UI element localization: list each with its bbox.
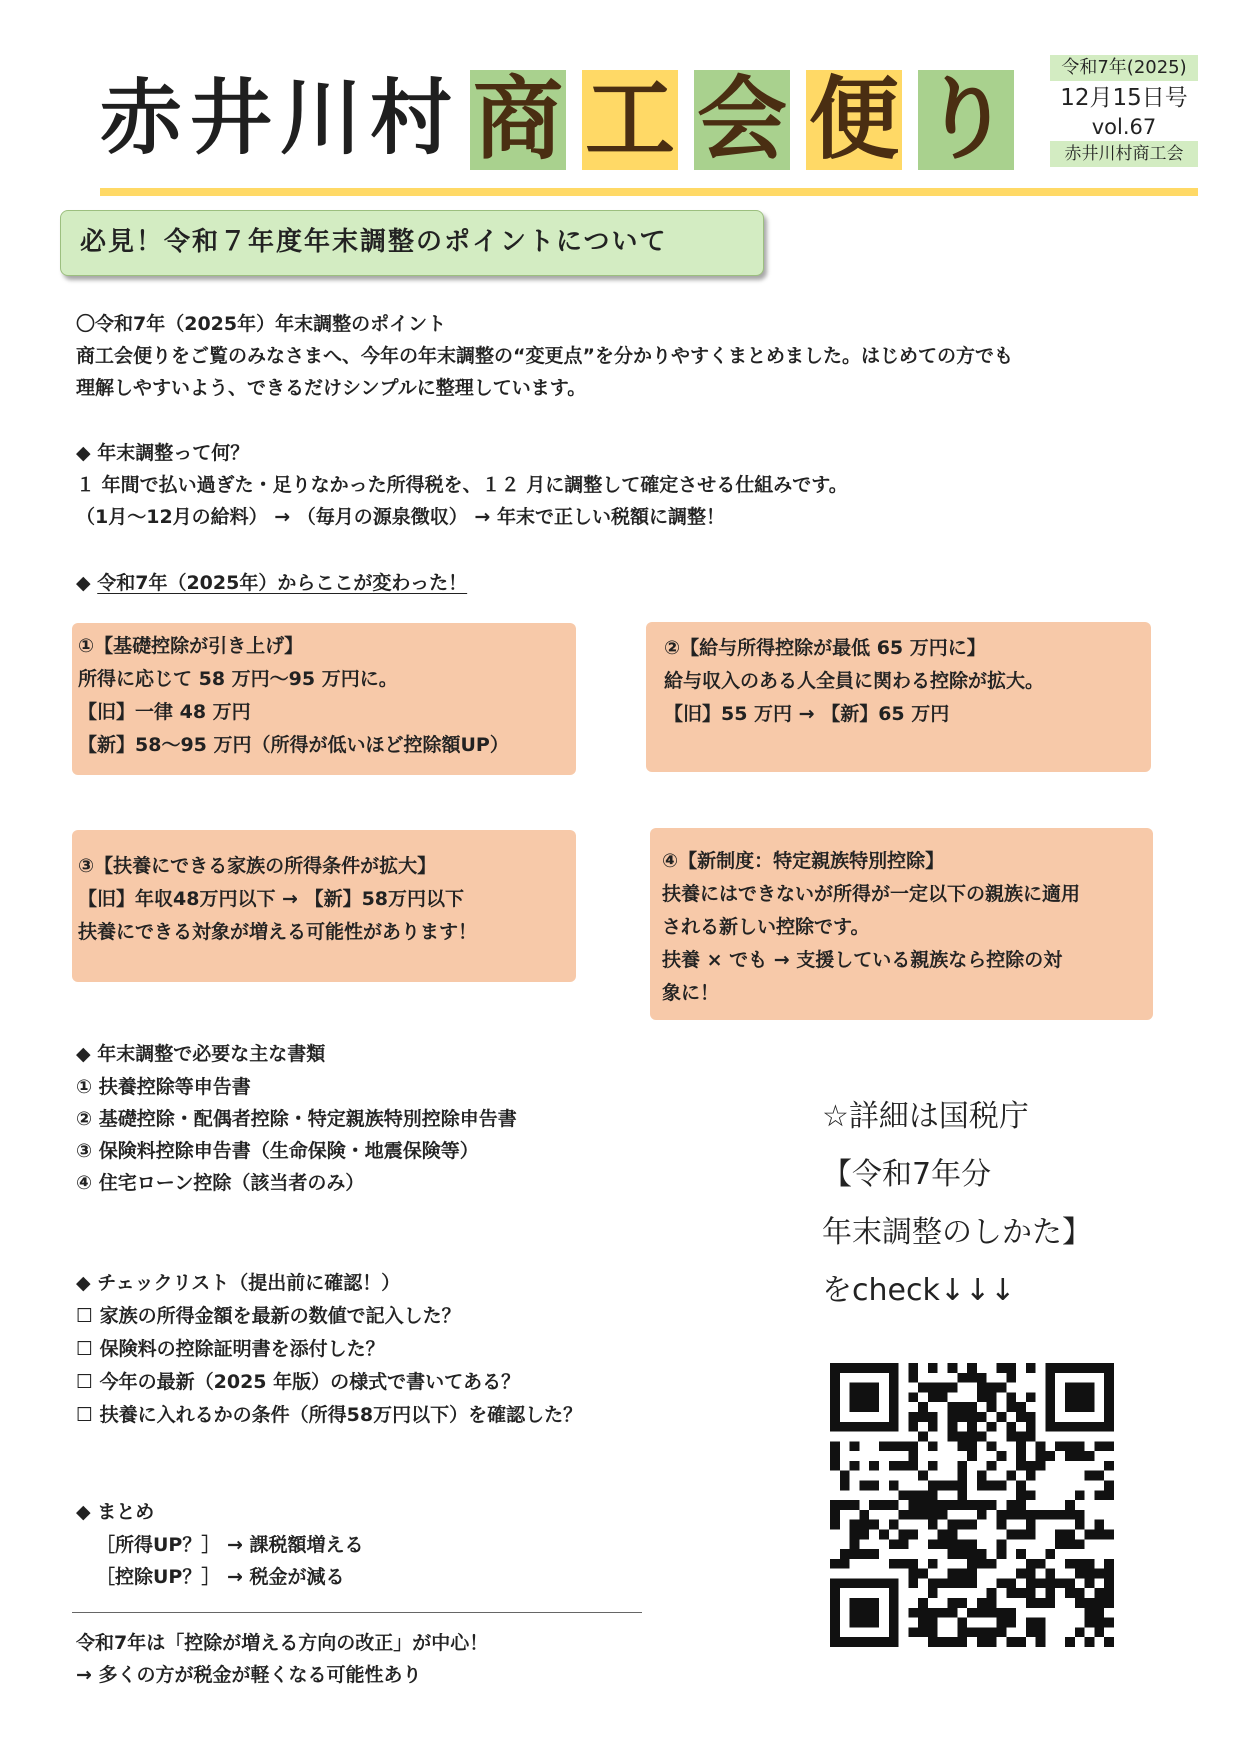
title-char-1: 商	[470, 70, 566, 170]
card-2-line: 【旧】55 万円 → 【新】65 万円	[664, 703, 950, 725]
card-3-line: 扶養にできる対象が増える可能性があります！	[78, 921, 478, 943]
card-1-line: 【新】58～95 万円（所得が低いほど控除額UP）	[78, 734, 509, 756]
summary-line: ［所得UP？］ → 課税額増える	[96, 1534, 364, 1556]
issue-date: 12月15日号	[1060, 85, 1188, 111]
summary-line: ［控除UP？］ → 税金が減る	[96, 1566, 345, 1588]
diamond-bullet: ◆	[76, 572, 98, 594]
side-note-line: をcheck↓↓↓	[822, 1273, 1016, 1308]
side-note-line: 年末調整のしかた】	[822, 1215, 1092, 1250]
issue-volume: vol.67	[1091, 115, 1157, 139]
title-char-4: 便	[806, 70, 902, 170]
card-4-line: 象に！	[662, 982, 720, 1004]
summary-divider	[72, 1612, 642, 1613]
card-1-line: 所得に応じて 58 万円～95 万円に。	[78, 668, 398, 690]
village-name: 赤井川村	[100, 71, 461, 166]
intro-line: 理解しやすいよう、できるだけシンプルに整理しています。	[76, 377, 587, 399]
publisher: 赤井川村商工会	[1050, 141, 1198, 167]
summary-heading: ◆ まとめ	[76, 1501, 155, 1523]
card-4-line: 扶養 × でも → 支援している親族なら控除の対	[662, 949, 1063, 971]
qr-code-icon[interactable]	[830, 1363, 1114, 1647]
checklist-heading: ◆ チェックリスト（提出前に確認！）	[76, 1272, 401, 1294]
title-char-3: 会	[694, 70, 790, 170]
changes-heading-text: 令和7年（2025年）からここが変わった！	[97, 572, 468, 594]
card-4-title: ④【新制度：特定親族特別控除】	[662, 850, 945, 872]
title-char-5: り	[918, 70, 1014, 170]
what-line: （1月～12月の給料） → （毎月の源泉徴収） → 年末で正しい税額に調整！	[76, 506, 725, 528]
header-rule	[100, 188, 1198, 196]
checklist-item: ☐ 今年の最新（2025 年版）の様式で書いてある？	[76, 1371, 521, 1393]
title-char-2: 工	[582, 70, 678, 170]
issue-era: 令和7年(2025)	[1050, 55, 1198, 81]
section-title: 必見！令和７年度年末調整のポイントについて	[80, 227, 668, 257]
card-4-line: される新しい控除です。	[662, 916, 870, 938]
card-2-title: ②【給与所得控除が最低 65 万円に】	[664, 637, 986, 659]
card-4-line: 扶養にはできないが所得が一定以下の親族に適用	[662, 883, 1081, 905]
card-1-line: 【旧】一律 48 万円	[78, 701, 251, 723]
conclusion-line: 令和7年は「控除が増える方向の改正」が中心！	[76, 1632, 489, 1654]
checklist-item: ☐ 扶養に入れるかの条件（所得58万円以下）を確認した？	[76, 1404, 583, 1426]
document-item: ② 基礎控除・配偶者控除・特定親族特別控除申告書	[76, 1108, 517, 1130]
what-line: １ 年間で払い過ぎた・足りなかった所得税を、１２ 月に調整して確定させる仕組みです。	[76, 474, 848, 496]
changes-heading	[76, 568, 467, 598]
document-item: ④ 住宅ローン控除（該当者のみ）	[76, 1172, 365, 1194]
documents-heading: ◆ 年末調整で必要な主な書類	[76, 1043, 326, 1065]
what-heading: ◆ 年末調整って何？	[76, 442, 250, 464]
checklist-item: ☐ 家族の所得金額を最新の数値で記入した？	[76, 1305, 461, 1327]
card-3-title: ③【扶養にできる家族の所得条件が拡大】	[78, 855, 437, 877]
checklist-item: ☐ 保険料の控除証明書を添付した？	[76, 1338, 385, 1360]
conclusion-line: → 多くの方が税金が軽くなる可能性あり	[76, 1664, 422, 1686]
side-note-line: ☆詳細は国税庁	[822, 1099, 1029, 1134]
card-2-line: 給与収入のある人全員に関わる控除が拡大。	[664, 670, 1045, 692]
document-item: ① 扶養控除等申告書	[76, 1076, 251, 1098]
card-3-line: 【旧】年収48万円以下 → 【新】58万円以下	[78, 888, 465, 910]
side-note-line: 【令和7年分	[822, 1157, 992, 1192]
intro-line: 商工会便りをご覧のみなさまへ、今年の年末調整の“変更点”を分かりやすくまとめました。はじめての方でも	[76, 345, 1013, 367]
card-1-title: ①【基礎控除が引き上げ】	[78, 635, 304, 657]
intro-heading: 〇令和7年（2025年）年末調整のポイント	[76, 313, 447, 335]
document-item: ③ 保険料控除申告書（生命保険・地震保険等）	[76, 1140, 479, 1162]
